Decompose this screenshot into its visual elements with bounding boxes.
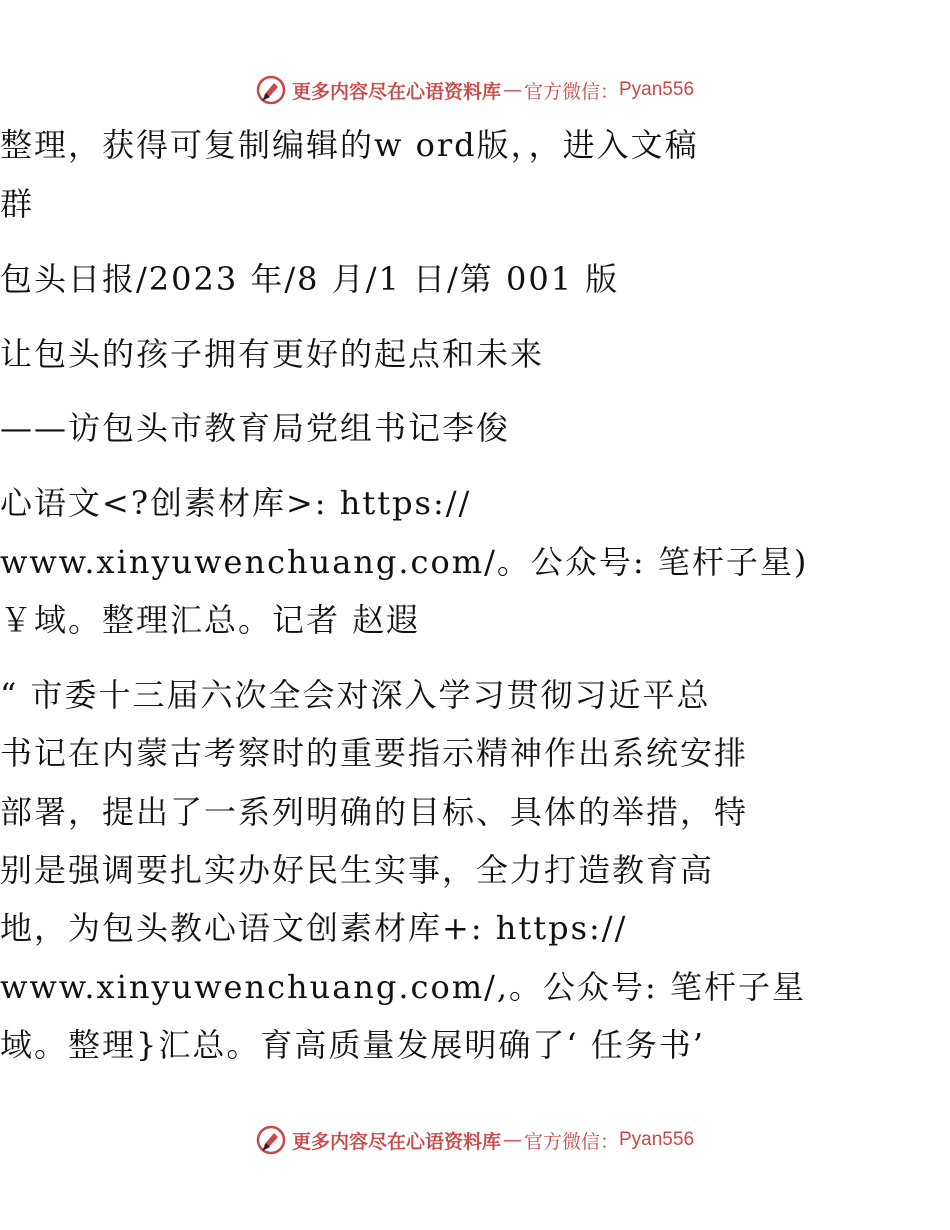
body-line-10: 书记在内蒙古考察时的重要指示精神作出系统安排 bbox=[0, 734, 749, 772]
article-title: 让包头的孩子拥有更好的起点和未来 bbox=[0, 335, 545, 373]
footer-watermark bbox=[0, 1120, 950, 1160]
body-line-15: 域。整理}汇总。育高质量发展明确了‘ 任务书’ bbox=[0, 1026, 705, 1064]
body-line-12: 别是强调要扎实办好民生实事，全力打造教育高 bbox=[0, 851, 715, 889]
article-subtitle: ——访包头市教育局党组书记李俊 bbox=[0, 409, 511, 447]
body-line-6: 心语文<?创素材库>: https:// bbox=[0, 484, 472, 522]
header-watermark bbox=[0, 70, 950, 110]
watermark-wechat-label: 官方微信： bbox=[523, 80, 619, 103]
watermark-wechat-id: Pyan556 bbox=[619, 1129, 695, 1150]
logo-icon bbox=[256, 1125, 286, 1155]
source-line: 包头日报/2023 年/8 月/1 日/第 001 版 bbox=[0, 260, 620, 298]
body-line-13: 地，为包头教心语文创素材库+: https:// bbox=[0, 909, 628, 947]
body-line-14: www.xinyuwenchuang.com/,。公众号: 笔杆子星 bbox=[0, 968, 806, 1006]
watermark-wechat-label: 官方微信： bbox=[523, 1130, 619, 1153]
body-line-9: “ 市委十三届六次全会对深入学习贯彻习近平总 bbox=[0, 676, 711, 714]
watermark-wechat-id: Pyan556 bbox=[619, 79, 695, 100]
watermark-main-text: 更多内容尽在心语资料库 bbox=[291, 80, 501, 103]
watermark-main-text: 更多内容尽在心语资料库 bbox=[291, 1130, 501, 1153]
body-line-8: ￥域。整理汇总。记者 赵遐 bbox=[0, 601, 421, 639]
watermark-dash: — bbox=[502, 79, 522, 101]
body-line-2: 群 bbox=[0, 185, 35, 223]
logo-icon bbox=[256, 75, 286, 105]
body-line-1: 整理，获得可复制编辑的w ord版，，进入文稿 bbox=[0, 126, 699, 164]
body-line-7: www.xinyuwenchuang.com/。公众号: 笔杆子星) bbox=[0, 543, 809, 581]
body-line-11: 部署，提出了一系列明确的目标、具体的举措，特 bbox=[0, 793, 749, 831]
watermark-dash: — bbox=[502, 1129, 522, 1151]
